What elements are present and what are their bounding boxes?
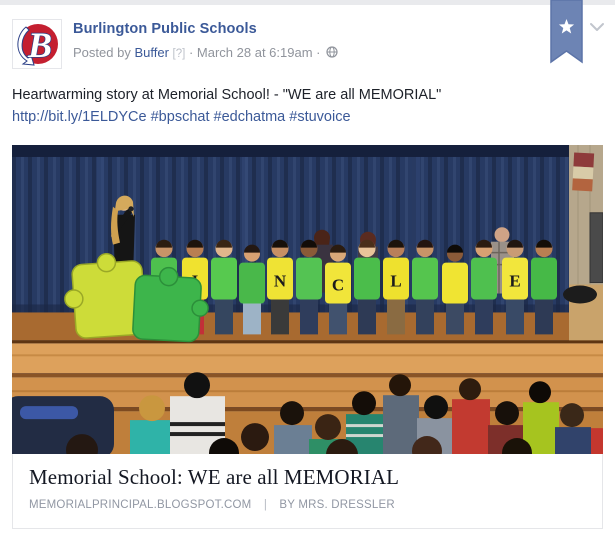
byline-dot: · [188,45,194,60]
help-badge[interactable]: [?] [172,48,186,60]
attachment-meta [29,499,586,511]
save-ribbon-icon[interactable] [550,0,583,64]
post-photo[interactable] [12,145,603,454]
page-background-strip [0,0,615,5]
attachment-divider: | [263,499,268,511]
link-attachment-card[interactable] [12,454,603,529]
attachment-title[interactable]: Memorial School: WE are all MEMORIAL [29,465,400,489]
svg-text:B: B [28,25,53,65]
post-timestamp[interactable]: March 28 at 6:19am [196,45,313,60]
wall-banner [572,152,594,191]
page-name-link[interactable]: Burlington Public Schools [73,21,257,37]
post-menu-chevron-icon[interactable] [589,21,605,33]
posted-by-label: Posted by [73,45,131,60]
svg-text:N: N [273,271,287,291]
byline-dot2: · [316,45,321,60]
buffer-app-link[interactable]: Buffer [134,45,169,60]
post-link-and-hashtags[interactable]: http://bit.ly/1ELDYCe #bpschat #edchatma #stuvoice [12,109,351,125]
post-byline [73,45,338,61]
privacy-globe-icon [326,46,338,61]
attachment-author: BY MRS. DRESSLER [279,499,395,511]
attachment-source: MEMORIALPRINCIPAL.BLOGSPOT.COM [29,499,252,511]
svg-text:C: C [331,275,345,295]
post-message [12,84,604,128]
svg-text:E: E [509,271,521,291]
burlington-logo-icon [13,20,61,68]
page-avatar[interactable] [12,19,62,69]
svg-text:L: L [390,271,402,291]
post-message-text: Heartwarming story at Memorial School! - "WE are all MEMORIAL" [12,87,442,103]
